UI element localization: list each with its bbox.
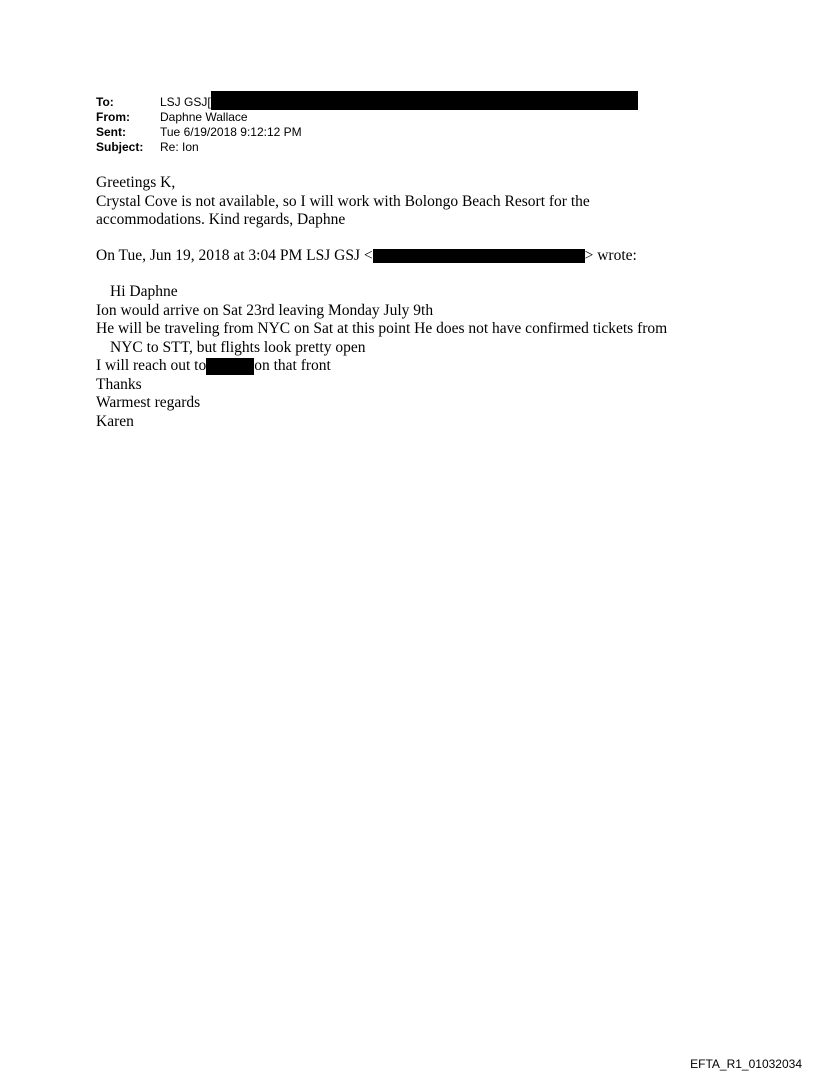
quoted-body <box>96 283 667 431</box>
quoted-closing: Warmest regards <box>96 394 201 411</box>
quoted-line <box>96 357 667 376</box>
quoted-signature: Karen <box>96 412 134 430</box>
sent-row <box>96 125 638 140</box>
sent-value: Tue 6/19/2018 9:12:12 PM <box>160 125 302 139</box>
quoted-line-prefix: I will reach out to <box>96 357 207 374</box>
quoted-line: He will be traveling from NYC on Sat at this point He does not have confirmed tickets from <box>96 320 668 337</box>
reply-body <box>96 174 590 230</box>
reply-line: accommodations. Kind regards, Daphne <box>96 211 346 228</box>
to-value-text: LSJ GSJ[ <box>160 95 211 109</box>
redaction-bar <box>211 91 638 110</box>
subject-row <box>96 140 638 155</box>
quoted-line: Ion would arrive on Sat 23rd leaving Monday July 9th <box>96 301 434 319</box>
email-header <box>96 95 638 155</box>
quoted-thanks: Thanks <box>96 375 142 393</box>
subject-value: Re: Ion <box>160 140 199 154</box>
from-label: From: <box>96 110 130 124</box>
to-row <box>96 95 638 110</box>
to-label: To: <box>96 95 114 109</box>
to-value <box>160 95 638 110</box>
redaction-bar <box>206 358 254 375</box>
quote-header-prefix: On Tue, Jun 19, 2018 at 3:04 PM LSJ GSJ < <box>96 247 373 264</box>
reply-greeting: Greetings K, <box>96 174 176 191</box>
subject-label: Subject: <box>96 140 144 154</box>
quote-header-suffix: > wrote: <box>584 247 637 264</box>
quoted-greeting: Hi Daphne <box>110 283 178 300</box>
quote-header <box>96 247 637 266</box>
quoted-line: NYC to STT, but flights look pretty open <box>110 338 366 356</box>
bates-number: EFTA_R1_01032034 <box>690 1057 802 1071</box>
from-row <box>96 110 638 125</box>
redaction-bar <box>373 249 585 263</box>
reply-line: Crystal Cove is not available, so I will work with Bolongo Beach Resort for the <box>96 192 590 210</box>
sent-label: Sent: <box>96 125 126 139</box>
from-value: Daphne Wallace <box>160 110 248 124</box>
quoted-line-suffix: on that front <box>254 357 331 374</box>
